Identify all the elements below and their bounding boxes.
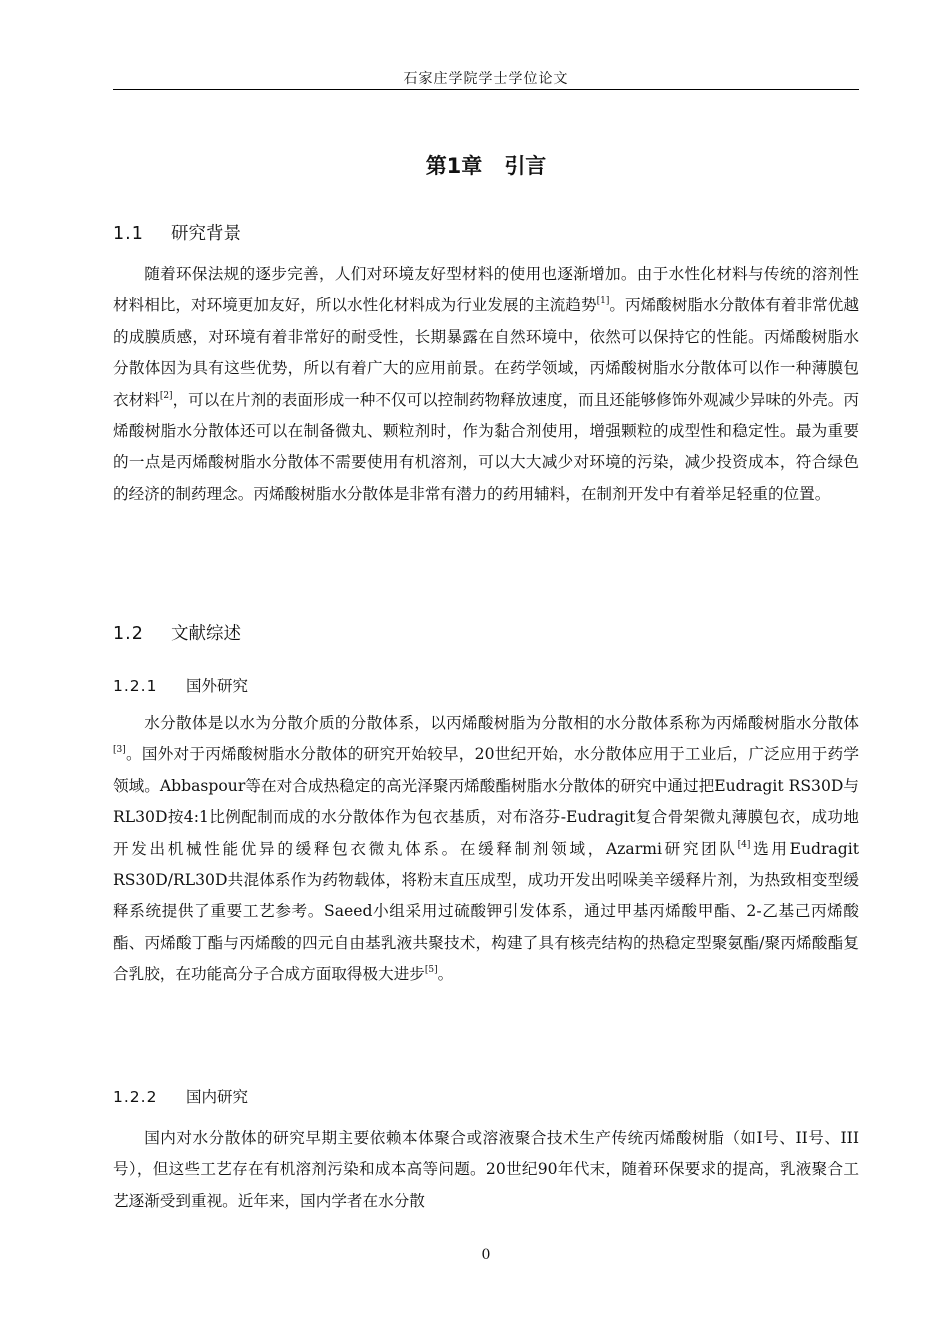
section-number: 1.1 (113, 224, 144, 244)
citation: [5] (424, 965, 438, 976)
subsection-number: 1.2.2 (113, 1088, 158, 1106)
section-heading-1-2 (113, 620, 241, 645)
chapter-title-text: 引言 (504, 154, 547, 178)
running-header: 石家庄学院学士学位论文 (403, 71, 569, 87)
chapter-title (113, 150, 859, 180)
citation: [3] (113, 745, 126, 756)
section-heading-1-1 (113, 220, 241, 245)
paragraph-foreign-research: 水分散体是以水为分散介质的分散体系，以丙烯酸树脂为分散相的水分散体系称为丙烯酸树脂水分散体[3]。国外对于丙烯酸树脂水分散体的研究开始较早，20世纪开始，水分散体应用于工业后，广泛应用于药学领域。Abbaspour等在对合成热稳定的高光泽聚丙烯酸酯树脂水分散体的研究中通过把Eudragit RS30D与RL30D按4:1比例配制而成的水分散体作为包衣基质，对布洛芬-Eudragit复合骨架微丸薄膜包衣，成功地开发出机械性能优异的缓释包衣微丸体系。在缓释制剂领域，Azarmi研究团队[4]选用Eudragit RS30D/RL30D共混体系作为药物载体，将粉末直压成型，成功开发出吲哚美辛缓释片剂，为热致相变型缓释系统提供了重要工艺参考。Saeed小组采用过硫酸钾引发体系，通过甲基丙烯酸甲酯、2-乙基己丙烯酸酯、丙烯酸丁酯与丙烯酸的四元自由基乳液共聚技术，构建了具有核壳结构的热稳定型聚氨酯/聚丙烯酸酯复合乳胶，在功能高分子合成方面取得极大进步[5]。 (113, 714, 859, 984)
header-rule (113, 89, 859, 90)
section-title: 研究背景 (171, 224, 241, 244)
page-number: 0 (481, 1247, 491, 1263)
chapter-number: 第1章 (425, 154, 483, 178)
paragraph-domestic-research: 国内对水分散体的研究早期主要依赖本体聚合或溶液聚合技术生产传统丙烯酸树脂（如I号、II号、III号），但这些工艺存在有机溶剂污染和成本高等问题。20世纪90年代末，随着环保要求的提高，乳液聚合工艺逐渐受到重视。近年来，国内学者在水分散 (113, 1129, 859, 1210)
citation: [2] (159, 390, 173, 401)
subsection-title: 国外研究 (186, 677, 249, 695)
subsection-title: 国内研究 (186, 1088, 249, 1106)
subsection-heading-1-2-2 (113, 1085, 248, 1107)
section-title: 文献综述 (171, 624, 241, 644)
citation: [1] (596, 296, 610, 307)
citation: [4] (737, 839, 751, 850)
section-number: 1.2 (113, 624, 144, 644)
subsection-number: 1.2.1 (113, 677, 158, 695)
paragraph-research-background: 随着环保法规的逐步完善，人们对环境友好型材料的使用也逐渐增加。由于水性化材料与传统的溶剂性材料相比，对环境更加友好，所以水性化材料成为行业发展的主流趋势[1]。丙烯酸树脂水分散体有着非常优越的成膜质感，对环境有着非常好的耐受性，长期暴露在自然环境中，依然可以保持它的性能。丙烯酸树脂水分散体因为具有这些优势，所以有着广大的应用前景。在药学领域，丙烯酸树脂水分散体可以作一种薄膜包衣材料[2]，可以在片剂的表面形成一种不仅可以控制药物释放速度，而且还能够修饰外观减少异味的外壳。丙烯酸树脂水分散体还可以在制备微丸、颗粒剂时，作为黏合剂使用，增强颗粒的成型性和稳定性。最为重要的一点是丙烯酸树脂水分散体不需要使用有机溶剂，可以大大减少对环境的污染，减少投资成本，符合绿色的经济的制药理念。丙烯酸树脂水分散体是非常有潜力的药用辅料，在制剂开发中有着举足轻重的位置。 (113, 265, 859, 503)
subsection-heading-1-2-1 (113, 674, 248, 696)
